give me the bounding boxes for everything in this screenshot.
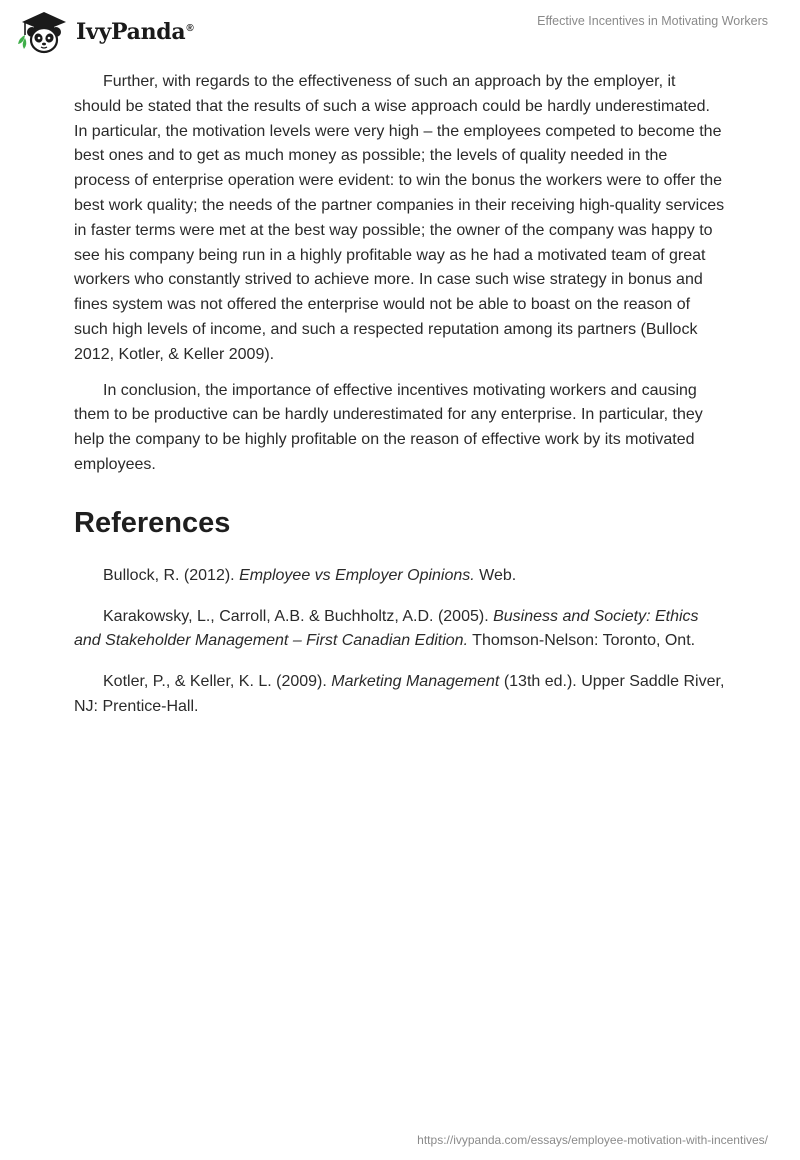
source-url-link[interactable]: https://ivypanda.com/essays/employee-motivation-with-incentives/ [417,1133,768,1147]
reference-title: Marketing Management [331,673,500,691]
reference-authors: Bullock, R. (2012). [103,566,240,584]
ivypanda-logo[interactable] [14,8,193,56]
running-title: Effective Incentives in Motivating Workers [537,14,768,28]
reference-details: Thomson-Nelson: Toronto, Ont. [468,632,696,650]
essay-content [74,70,726,736]
body-paragraph: In conclusion, the importance of effective incentives motivating workers and causing them to be productive can be hardly underestimated for any enterprise. In particular, they help the company to be highly profitable on the reason of effective work by its motivated employees. [74,381,703,473]
references-heading: References [74,506,231,539]
reference-details: (13th ed.). Upper Saddle River, NJ: Prentice-Hall. [74,673,725,715]
reference-title: Business and Society: Ethics and Stakeholder Management – First Canadian Edition. [74,607,699,650]
reference-entry [74,605,726,655]
brand-name: IvyPanda® [76,19,194,45]
reference-entry [74,564,726,589]
registered-mark: ® [186,22,194,34]
reference-details: Web. [474,566,517,584]
reference-title: Employee vs Employer Opinions. [239,566,475,584]
reference-authors: Karakowsky, L., Carroll, A.B. & Buchholtz, A.D. (2005). [103,607,494,625]
page-header [0,0,800,60]
reference-authors: Kotler, P., & Keller, K. L. (2009). [103,673,332,691]
reference-entry [74,670,726,720]
panda-mascot-icon [14,8,74,56]
body-paragraph: Further, with regards to the effectiveness of such an approach by the employer, it should be stated that the results of such a wise approach could be hardly underestimated. In particular, the motivation levels were very high – the employees competed to become the best ones and to get as much money as possible; the levels of quality needed in the process of enterprise operation were evident: to win the bonus the workers were to offer the best work quality; the needs of the partner companies in their receiving high-quality services in faster terms were met at the best way possible; the owner of the company was happy to see his company being run in a highly profitable way as he had a motivated team of great workers who constantly strived to achieve more. In case such wise strategy in bonus and fines system was not offered the enterprise would not be able to boast on the reason of such high levels of income, and such a respected reputation among its partners (Bullock 2012, Kotler, & Keller 2009). [74,73,725,363]
